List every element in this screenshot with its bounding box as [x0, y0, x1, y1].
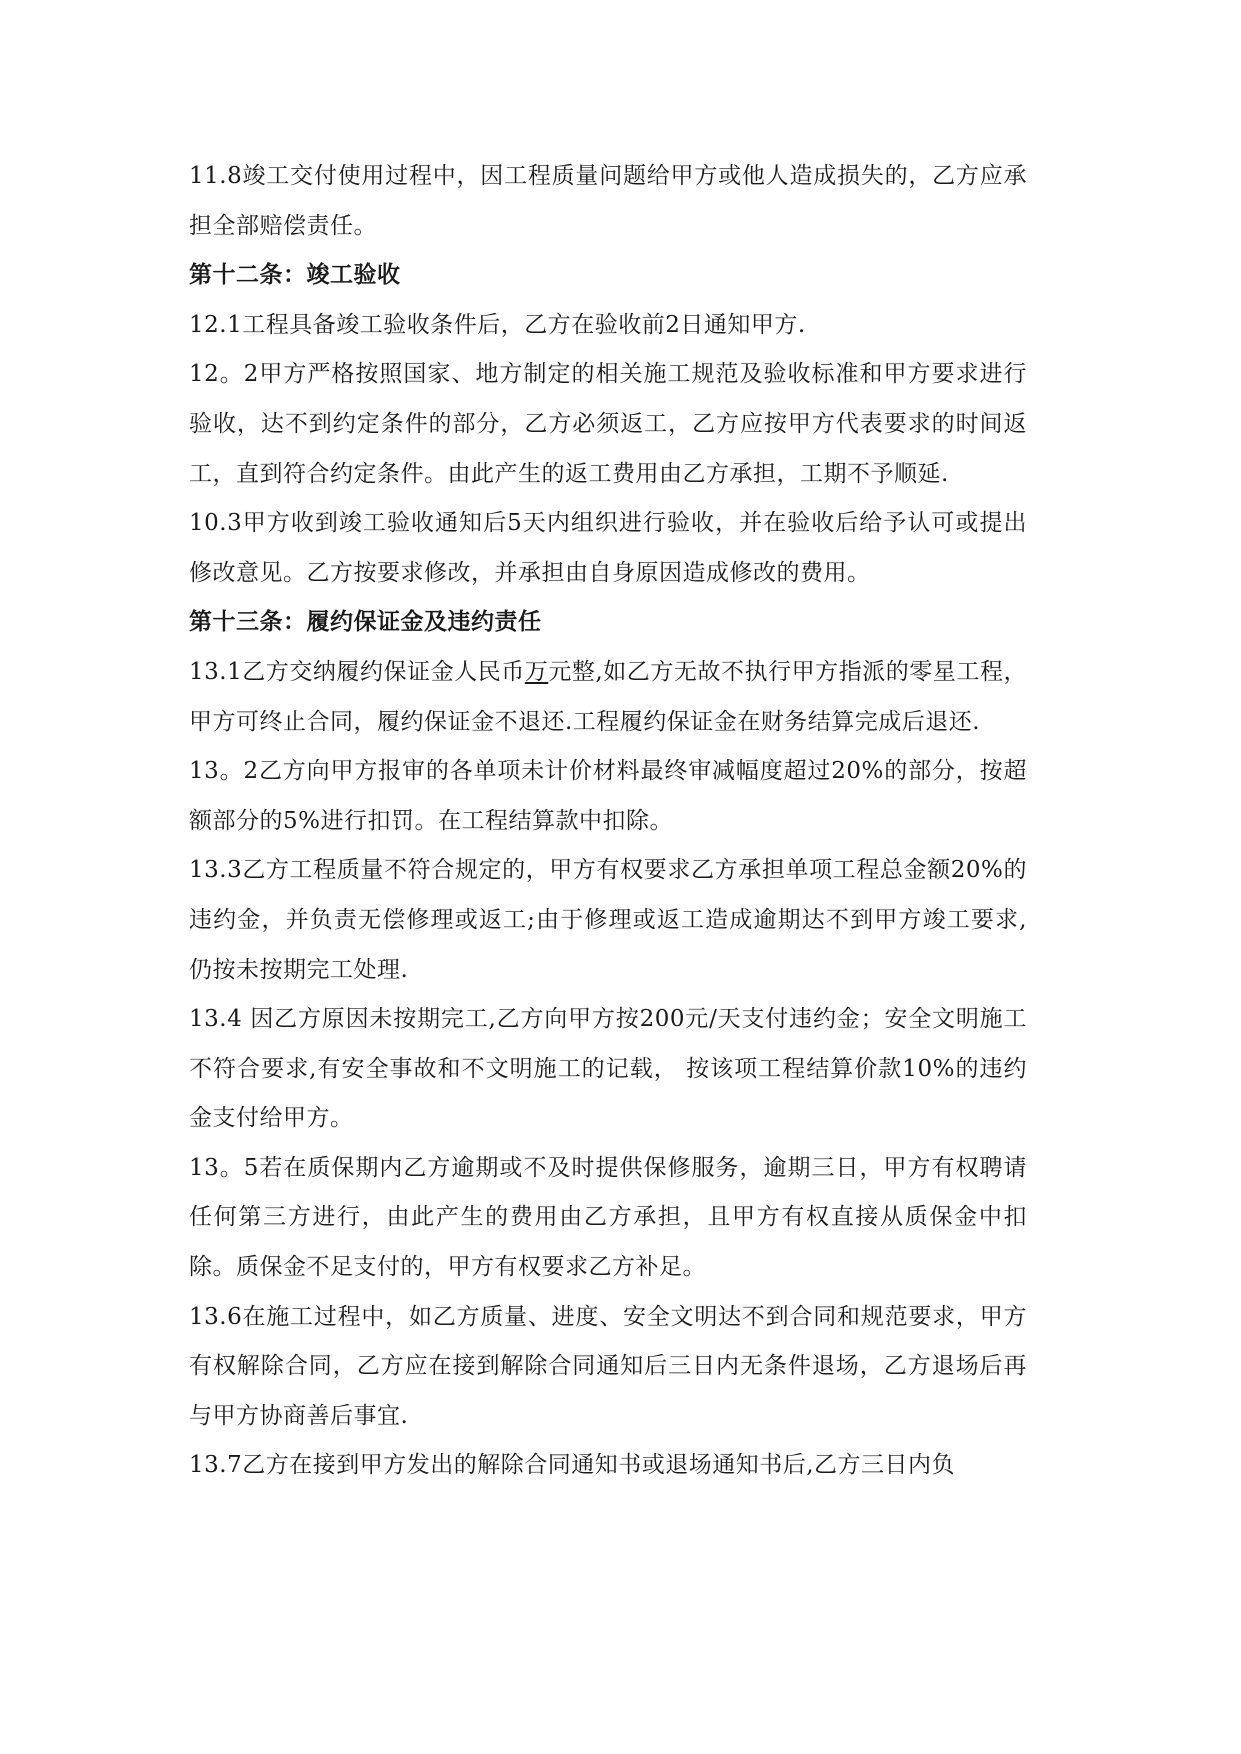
heading-article-12: 第十二条：竣工验收 — [189, 262, 401, 289]
clause-13-6: 13.6在施工过程中，如乙方质量、进度、安全文明达不到合同和规范要求，甲方有权解除合同，乙方应在接到解除合同通知后三日内无条件退场，乙方退场后再与甲方协商善后事宜. — [189, 1303, 1027, 1429]
deposit-amount-blank: 万 — [524, 658, 549, 685]
clause-12-2: 12。2甲方严格按照国家、地方制定的相关施工规范及验收标准和甲方要求进行验收，达不到约定条件的部分，乙方必须返工，乙方应按甲方代表要求的时间返工，直到符合约定条件。由此产生的返工费用由乙方承担，工期不予顺延. — [189, 361, 1027, 487]
heading-article-13: 第十三条：履约保证金及违约责任 — [189, 609, 542, 636]
clause-13-4: 13.4 因乙方原因未按期完工,乙方向甲方按200元/天支付违约金；安全文明施工不符合要求,有安全事故和不文明施工的记载， 按该项工程结算价款10%的违约金支付给甲方。 — [189, 1006, 1027, 1132]
clause-13-3: 13.3乙方工程质量不符合规定的，甲方有权要求乙方承担单项工程总金额20%的违约金，并负责无偿修理或返工;由于修理或返工造成逾期达不到甲方竣工要求,仍按未按期完工处理. — [189, 857, 1027, 983]
clause-11-8: 11.8竣工交付使用过程中，因工程质量问题给甲方或他人造成损失的，乙方应承担全部赔偿责任。 — [189, 163, 1027, 239]
document-page — [189, 152, 1027, 1491]
clause-13-7: 13.7乙方在接到甲方发出的解除合同通知书或退场通知书后,乙方三日内负 — [189, 1452, 956, 1479]
clause-13-5: 13。5若在质保期内乙方逾期或不及时提供保修服务，逾期三日，甲方有权聘请任何第三方进行，由此产生的费用由乙方承担，且甲方有权直接从质保金中扣除。质保金不足支付的，甲方有权要求乙方补足。 — [189, 1154, 1027, 1281]
clause-13-1-text-start: 13.1乙方交纳履约保证金人民币 — [189, 658, 525, 685]
clause-12-1: 12.1工程具备竣工验收条件后，乙方在验收前2日通知甲方. — [189, 311, 806, 338]
clause-13-1 — [189, 648, 1027, 747]
clause-10-3: 10.3甲方收到竣工验收通知后5天内组织进行验收，并在验收后给予认可或提出修改意见。乙方按要求修改，并承担由自身原因造成修改的费用。 — [189, 510, 1027, 586]
clause-13-1-text-end: 元整,如乙方无故不执行甲方指派的零星工程，甲方可终止合同，履约保证金不退还.工程履约保证金在财务结算完成后退还. — [189, 658, 1028, 735]
clause-13-2: 13。2乙方向甲方报审的各单项未计价材料最终审减幅度超过20%的部分，按超额部分的5%进行扣罚。在工程结算款中扣除。 — [189, 758, 1027, 834]
